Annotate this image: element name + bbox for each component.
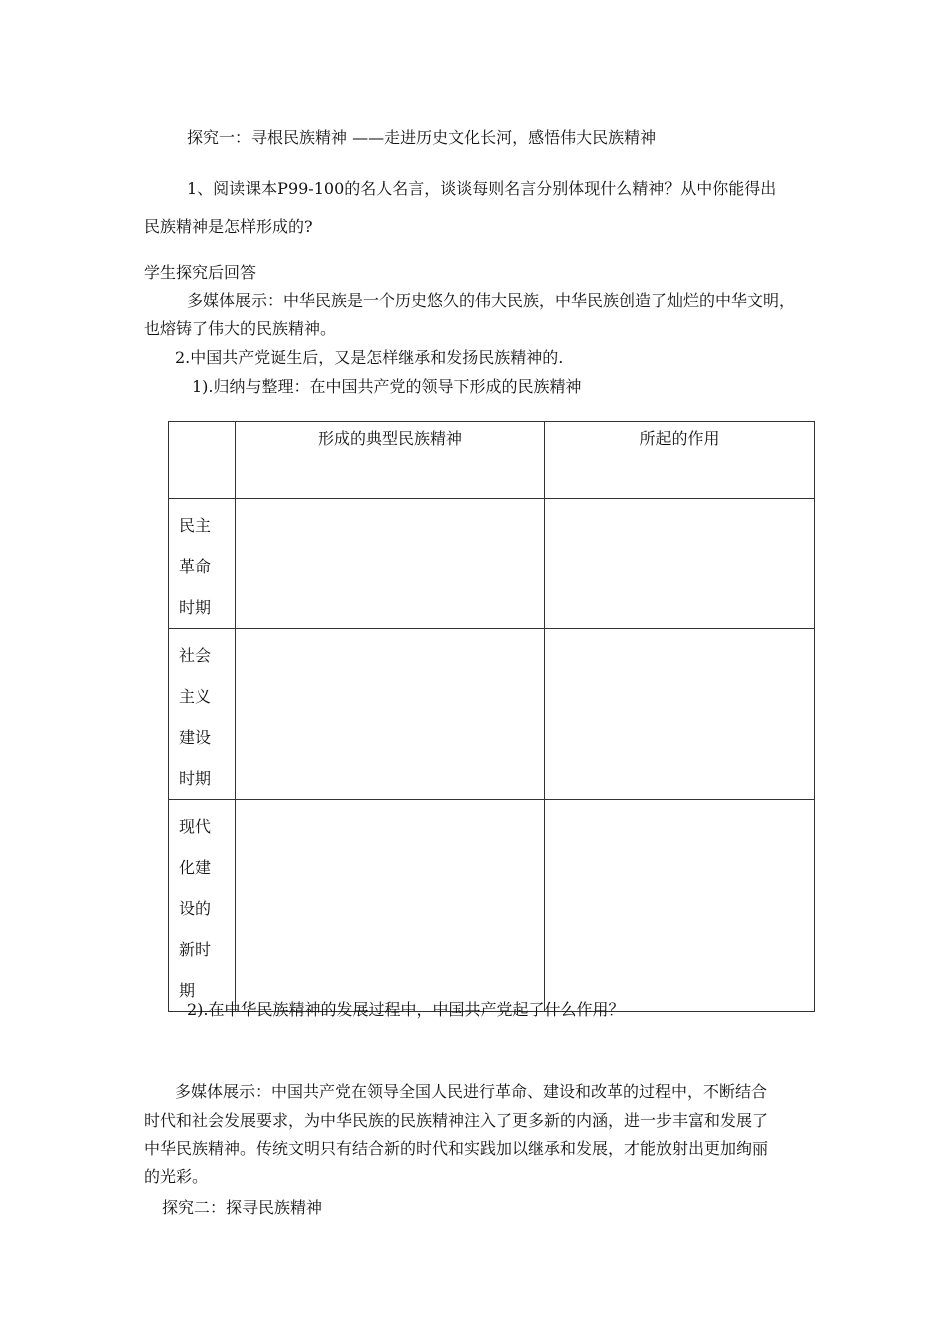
period-text: 主义	[179, 687, 212, 706]
table-header-role: 所起的作用	[545, 422, 815, 499]
period-text: 现代	[179, 817, 212, 836]
table-row	[169, 629, 815, 800]
national-spirit-table	[168, 421, 815, 1012]
period-cell	[169, 800, 236, 1012]
media-display-2-line-4: 的光彩。	[144, 1167, 209, 1186]
media-display-2-line-1: 多媒体展示：中国共产党在领导全国人民进行革命、建设和改革的过程中，不断结合	[175, 1082, 768, 1101]
question-two-part-two: 2).在中华民族精神的发展过程中，中国共产党起了什么作用？	[187, 1000, 625, 1019]
period-text: 革命	[179, 557, 212, 576]
period-text: 化建	[179, 858, 212, 877]
period-cell	[169, 629, 236, 800]
period-text: 时期	[179, 598, 212, 617]
table-row	[169, 800, 815, 1012]
period-text: 社会	[179, 646, 212, 665]
spirit-answer-cell[interactable]	[236, 629, 545, 800]
role-answer-cell[interactable]	[545, 800, 815, 1012]
question-one-line-1: 1、阅读课本P99-100的名人名言，谈谈每则名言分别体现什么精神？从中你能得出	[187, 179, 777, 198]
table-row	[169, 499, 815, 629]
period-text: 新时	[179, 940, 212, 959]
question-two: 2.中国共产党诞生后，又是怎样继承和发扬民族精神的.	[175, 348, 564, 367]
period-text: 期	[179, 981, 196, 1000]
table-header-spirit: 形成的典型民族精神	[236, 422, 545, 499]
table-corner-cell	[169, 422, 236, 499]
period-text: 时期	[179, 769, 212, 788]
question-two-part-one: 1).归纳与整理：在中国共产党的领导下形成的民族精神	[192, 377, 582, 396]
media-display-1-line-2: 也熔铸了伟大的民族精神。	[144, 319, 337, 338]
role-answer-cell[interactable]	[545, 629, 815, 800]
media-display-1-line-1: 多媒体展示：中华民族是一个历史悠久的伟大民族，中华民族创造了灿烂的中华文明，	[187, 291, 796, 310]
spirit-answer-cell[interactable]	[236, 499, 545, 629]
question-one-line-2: 民族精神是怎样形成的?	[144, 217, 313, 236]
table-header-row	[169, 422, 815, 499]
student-answer-note: 学生探究后回答	[144, 263, 257, 282]
period-text: 设的	[179, 899, 212, 918]
media-display-2-line-3: 中华民族精神。传统文明只有结合新的时代和实践加以继承和发展，才能放射出更加绚丽	[144, 1139, 769, 1158]
period-text: 建设	[179, 728, 212, 747]
period-text: 民主	[179, 516, 212, 535]
media-display-2-line-2: 时代和社会发展要求，为中华民族的民族精神注入了更多新的内涵，进一步丰富和发展了	[144, 1111, 769, 1130]
spirit-answer-cell[interactable]	[236, 800, 545, 1012]
period-cell	[169, 499, 236, 629]
inquiry-one-title: 探究一：寻根民族精神 ——走进历史文化长河，感悟伟大民族精神	[187, 128, 657, 147]
role-answer-cell[interactable]	[545, 499, 815, 629]
inquiry-two-title: 探究二：探寻民族精神	[162, 1198, 323, 1217]
